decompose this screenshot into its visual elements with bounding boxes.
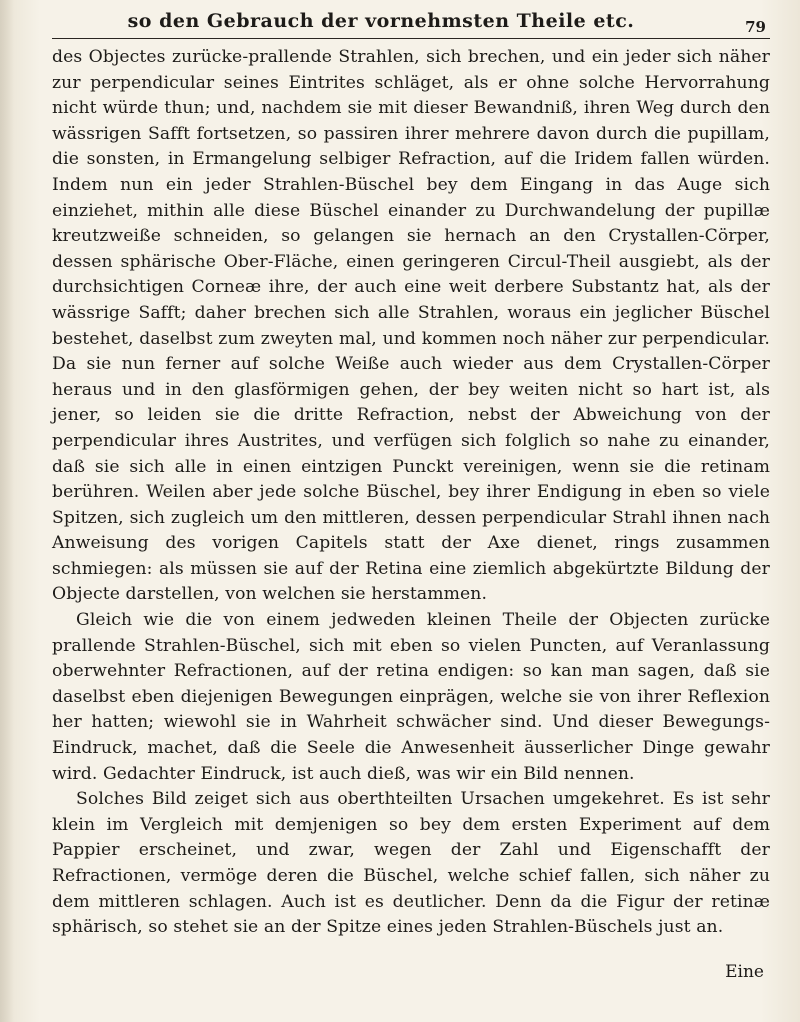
paragraph-1: des Objectes zurücke-prallende Strahlen, sich brechen, und ein jeder sich näher zur perpendicular seines Eintrites schläget, als er ohne solche Hervorrahung nicht würde thun; und, nachdem sie mit dieser Bewandniß, ihren Weg durch den wässrigen Safft fortsetzen, so passiren ihrer mehrere davon durch die pupillam, die sonsten, in Ermangelung selbiger Refraction, auf die Iridem fallen würden. Indem nun ein jeder Strahlen-Büschel bey dem Eingang in das Auge sich einziehet, mithin alle diese Büschel einander zu Durchwandelung der pupillæ kreutzweiße schneiden, so gelangen sie hernach an den Crystallen-Cörper, dessen sphärische Ober-Fläche, einen geringeren Circul-Theil ausgiebt, als der durchsichtigen Corneæ ihre, der auch eine weit derbere Substantz hat, als der wässrige Safft; daher brechen sich alle Strahlen, woraus ein jeglicher Büschel bestehet, daselbst zum zweyten mal, und kommen noch näher zur perpendicular. Da sie nun ferner auf solche Weiße auch wieder aus dem Crystallen-Cörper heraus und in den glasförmigen gehen, der bey weiten nicht so hart ist, als jener, so leiden sie die dritte Refraction, nebst der Abweichung von der perpendicular ihres Austrites, und verfügen sich folglich so nahe zu einander, daß sie sich alle in einen eintzigen Punckt vereinigen, wenn sie die retinam berühren. Weilen aber jede solche Büschel, bey ihrer Endigung in eben so viele Spitzen, sich zugleich um den mittleren, dessen perpendicular Strahl ihnen nach Anweisung des vorigen Capitels statt der Axe dienet, rings zusammen schmiegen: als müssen sie auf der Retina eine ziemlich abgekürtzte Bildung der Objecte darstellen, von welchen sie herstammen. [52, 47, 770, 605]
paragraph-2: Gleich wie die von einem jedweden kleinen Theile der Objecten zurücke prallende Strahlen-Büschel, sich mit eben so vielen Puncten, auf Veranlassung oberwehnter Refractionen, auf der retina endigen: so kan man sagen, daß sie daselbst eben diejenigen Bewegungen einprägen, welche sie von ihrer Reflexion her hatten; wiewohl sie in Wahrheit schwächer sind. Und dieser Bewegungs-Eindruck, machet, daß die Seele die Anwesenheit äusserlicher Dinge gewahr wird. Gedachter Eindruck, ist auch dieß, was wir ein Bild nennen. [52, 610, 770, 784]
page-number: 79 [745, 18, 766, 36]
catchword: Eine [725, 962, 764, 982]
running-head: so den Gebrauch der vornehmsten Theile etc. [127, 10, 635, 32]
paragraph-3: Solches Bild zeiget sich aus oberthteilten Ursachen umgekehret. Es ist sehr klein im Vergleich mit demjenigen so bey dem ersten Experiment auf dem Pappier erscheinet, und zwar, wegen der Zahl und Eigenschafft der Refractionen, vermöge deren die Büschel, welche schief fallen, sich näher zu dem mittleren schlagen. Auch ist es deutlicher. Denn da die Figur der retinæ sphärisch, so stehet sie an der Spitze eines jeden Strahlen-Büschels just an. [52, 789, 770, 938]
body-text [52, 45, 770, 941]
gutter-shadow [0, 0, 14, 1022]
page-header [52, 10, 770, 39]
